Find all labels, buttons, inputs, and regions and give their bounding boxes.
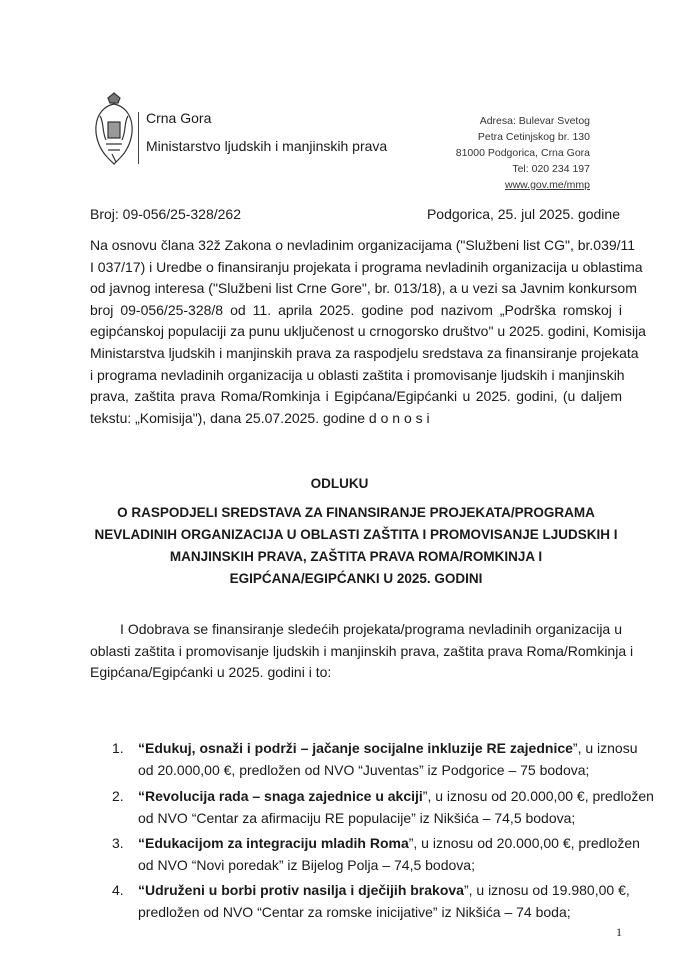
coat-of-arms-emblem	[94, 92, 134, 168]
project-title: “Udruženi u borbi protiv nasilja i dječijih brakova	[138, 882, 464, 898]
project-title: “Edukuj, osnaži i podrži – jačanje socijalne inkluzije RE zajednice	[138, 740, 573, 756]
item-line	[138, 737, 638, 759]
phone: Tel: 020 234 197	[512, 163, 590, 175]
item-line	[138, 879, 630, 901]
item-line2: od NVO “Centar za afirmaciju RE populacije” iz Nikšića – 74,5 bodova;	[138, 809, 576, 826]
item-line2: predložen od NVO “Centar za romske inicijative” iz Nikšića – 74 boda;	[138, 903, 571, 920]
decision-intro	[90, 619, 634, 684]
title-line: O RASPODJELI SREDSTAVA ZA FINANSIRANJE PROJEKATA/PROGRAMA	[117, 505, 595, 520]
project-title: “Edukacijom za integraciju mladih Roma	[138, 835, 409, 851]
item-line2: od NVO “Novi poredak” iz Bijelog Polja – 74,5 bodova;	[138, 856, 475, 873]
country-name: Crna Gora	[146, 110, 212, 126]
item-text: ”, u iznosu od 19.980,00 €,	[463, 882, 630, 898]
preamble-line: prava, zaštita prava Roma/Romkinja i Egipćana/Egipćanki u 2025. godini, (u daljem	[90, 388, 622, 405]
preamble-line: I 037/17) i Uredbe o finansiranju projekata i programa nevladinih organizacija u oblastima	[90, 258, 643, 275]
intro-line: oblasti zaštita i promovisanje ljudskih i manjinskih prava, zaštita prava Roma/Romkinja i	[90, 642, 634, 659]
project-title: “Revolucija rada – snaga zajednice u akciji	[138, 788, 423, 804]
list-item	[112, 737, 638, 781]
ministry-name: Ministarstvo ljudskih i manjinskih prava	[146, 138, 388, 154]
website-link[interactable]: www.gov.me/mmp	[505, 179, 590, 191]
item-number: 1.	[112, 740, 124, 756]
intro-line: I Odobrava se finansiranje sledećih projekata/programa nevladinih organizacija u	[120, 621, 622, 637]
list-item	[112, 879, 630, 923]
item-number: 3.	[112, 835, 124, 851]
list-item	[112, 832, 640, 876]
preamble-line: Na osnovu člana 32ž Zakona o nevladinim organizacijama ("Službeni list CG", br.039/11	[90, 237, 636, 253]
list-item	[112, 785, 654, 829]
title-line: MANJINSKIH PRAVA, ZAŠTITA PRAVA ROMA/ROMKINJA I	[169, 549, 543, 564]
title-line: EGIPĆANA/EGIPĆANKI U 2025. GODINI	[229, 571, 483, 586]
item-text: ”, u iznosu	[572, 740, 638, 756]
preamble-line: Ministarstva ljudskih i manjinskih prava za raspodjelu sredstava za finansiranje projekata	[90, 344, 639, 361]
intro-line: Egipćana/Egipćanki u 2025. godini i to:	[90, 664, 332, 681]
item-line2: od 20.000,00 €, predložen od NVO “Juventas” iz Podgorice – 75 bodova;	[138, 761, 590, 778]
address-block	[456, 113, 590, 193]
decision-heading: ODLUKU	[310, 476, 369, 491]
item-text: ”, u iznosu od 20.000,00 €, predložen	[422, 788, 654, 804]
decision-title	[60, 502, 652, 590]
item-number: 2.	[112, 788, 124, 804]
item-text: ”, u iznosu od 20.000,00 €, predložen	[408, 835, 640, 851]
preamble-line: od javnog interesa ("Službeni list Crne Gore", br. 013/18), a u vezi sa Javnim konkursom	[90, 280, 637, 297]
preamble	[90, 235, 646, 429]
address-line: Adresa: Bulevar Svetog	[479, 115, 590, 127]
page-number: 1	[616, 925, 622, 939]
title-line: NEVLADINIH ORGANIZACIJA U OBLASTI ZAŠTITA I PROMOVISANJE LJUDSKIH I	[94, 527, 618, 542]
preamble-line: i programa nevladinih organizacija u oblasti zaštita i promovisanje ljudskih i manjinskih	[90, 366, 625, 383]
header-divider	[138, 112, 139, 164]
preamble-line: broj 09-056/25-328/8 od 11. aprila 2025. godine pod nazivom „Podrška romskoj i	[90, 301, 622, 318]
reference-number: Broj: 09-056/25-328/262	[90, 206, 241, 222]
preamble-line: egipćanskoj populaciji za punu uključenost u crnogorsko društvo" u 2025. godini, Komisija	[90, 323, 646, 340]
item-line	[138, 785, 654, 807]
item-line	[138, 832, 640, 854]
document-date: Podgorica, 25. jul 2025. godine	[426, 206, 620, 222]
preamble-line: tekstu: „Komisija"), dana 25.07.2025. godine d o n o s i	[90, 409, 430, 426]
address-line: 81000 Podgorica, Crna Gora	[455, 147, 590, 159]
item-number: 4.	[112, 882, 124, 898]
address-line: Petra Cetinjskog br. 130	[477, 131, 590, 143]
